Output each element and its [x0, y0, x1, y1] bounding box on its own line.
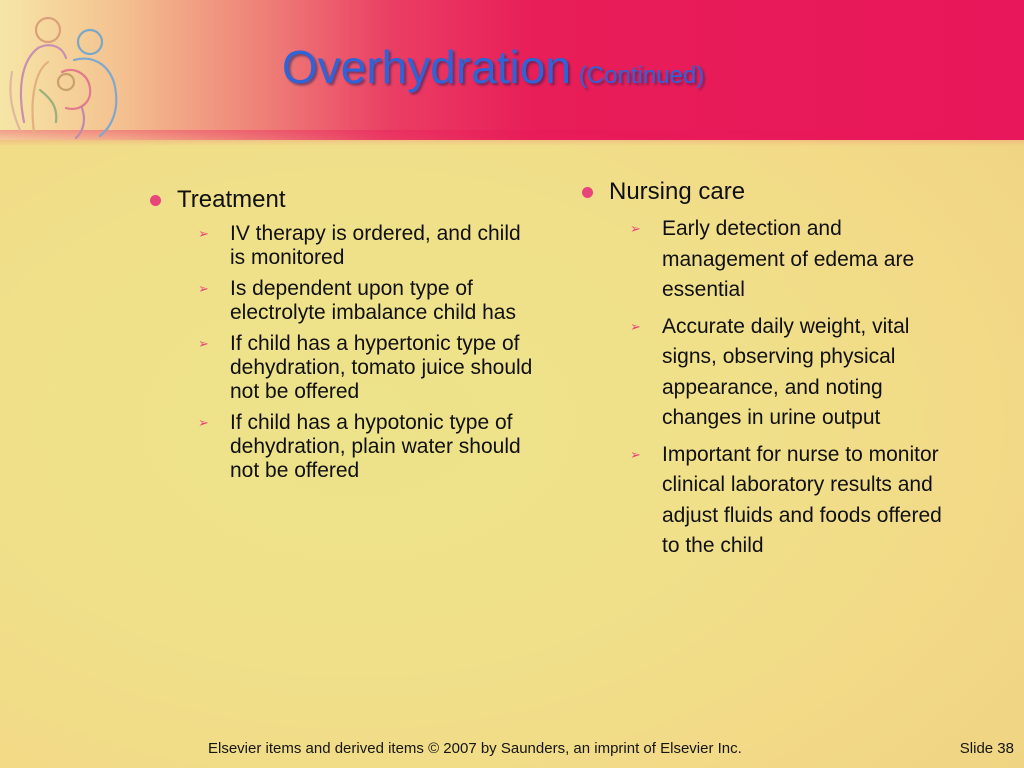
copyright-notice: Elsevier items and derived items © 2007 by Saunders, an imprint of Elsevier Inc.: [208, 740, 742, 757]
list-item: [630, 214, 950, 306]
arrow-bullet-icon: ➢: [198, 281, 209, 296]
nursing-care-heading-label: Nursing care: [609, 178, 746, 205]
list-item-text: Is dependent upon type of electrolyte imbalance child has: [230, 277, 516, 324]
family-illustration-icon: [4, 2, 134, 142]
arrow-bullet-icon: ➢: [630, 446, 641, 462]
list-item-text: Accurate daily weight, vital signs, observing physical appearance, and noting changes in urine output: [662, 314, 910, 429]
arrow-bullet-icon: ➢: [198, 415, 209, 430]
list-item: [198, 332, 538, 404]
bullet-dot-icon: [150, 195, 161, 206]
title-subtitle: (Continued): [578, 62, 705, 89]
list-item: [198, 277, 538, 325]
list-item-text: If child has a hypertonic type of dehydration, tomato juice should not be offered: [230, 332, 533, 403]
treatment-heading: [146, 186, 546, 214]
arrow-bullet-icon: ➢: [630, 318, 641, 334]
slide-title: [282, 40, 704, 94]
list-item: [630, 312, 950, 434]
nursing-care-heading: [578, 178, 978, 206]
arrow-bullet-icon: ➢: [198, 226, 209, 241]
title-banner-fade: [0, 130, 1024, 146]
bullet-dot-icon: [582, 187, 593, 198]
treatment-heading-label: Treatment: [177, 186, 286, 213]
list-item-text: Important for nurse to monitor clinical laboratory results and adjust fluids and foods offered to the child: [662, 442, 942, 557]
list-item-text: Early detection and management of edema are essential: [662, 217, 915, 301]
list-item: [630, 440, 950, 562]
slide-number: Slide 38: [959, 740, 1014, 757]
list-item: [198, 411, 538, 483]
list-item: [198, 222, 538, 270]
title-main: Overhydration: [282, 41, 571, 93]
nursing-care-column: [578, 178, 978, 568]
arrow-bullet-icon: ➢: [630, 221, 641, 236]
list-item-text: If child has a hypotonic type of dehydration, plain water should not be offered: [230, 411, 521, 482]
list-item-text: IV therapy is ordered, and child is monitored: [230, 222, 521, 269]
arrow-bullet-icon: ➢: [198, 336, 209, 351]
treatment-column: [146, 186, 546, 490]
